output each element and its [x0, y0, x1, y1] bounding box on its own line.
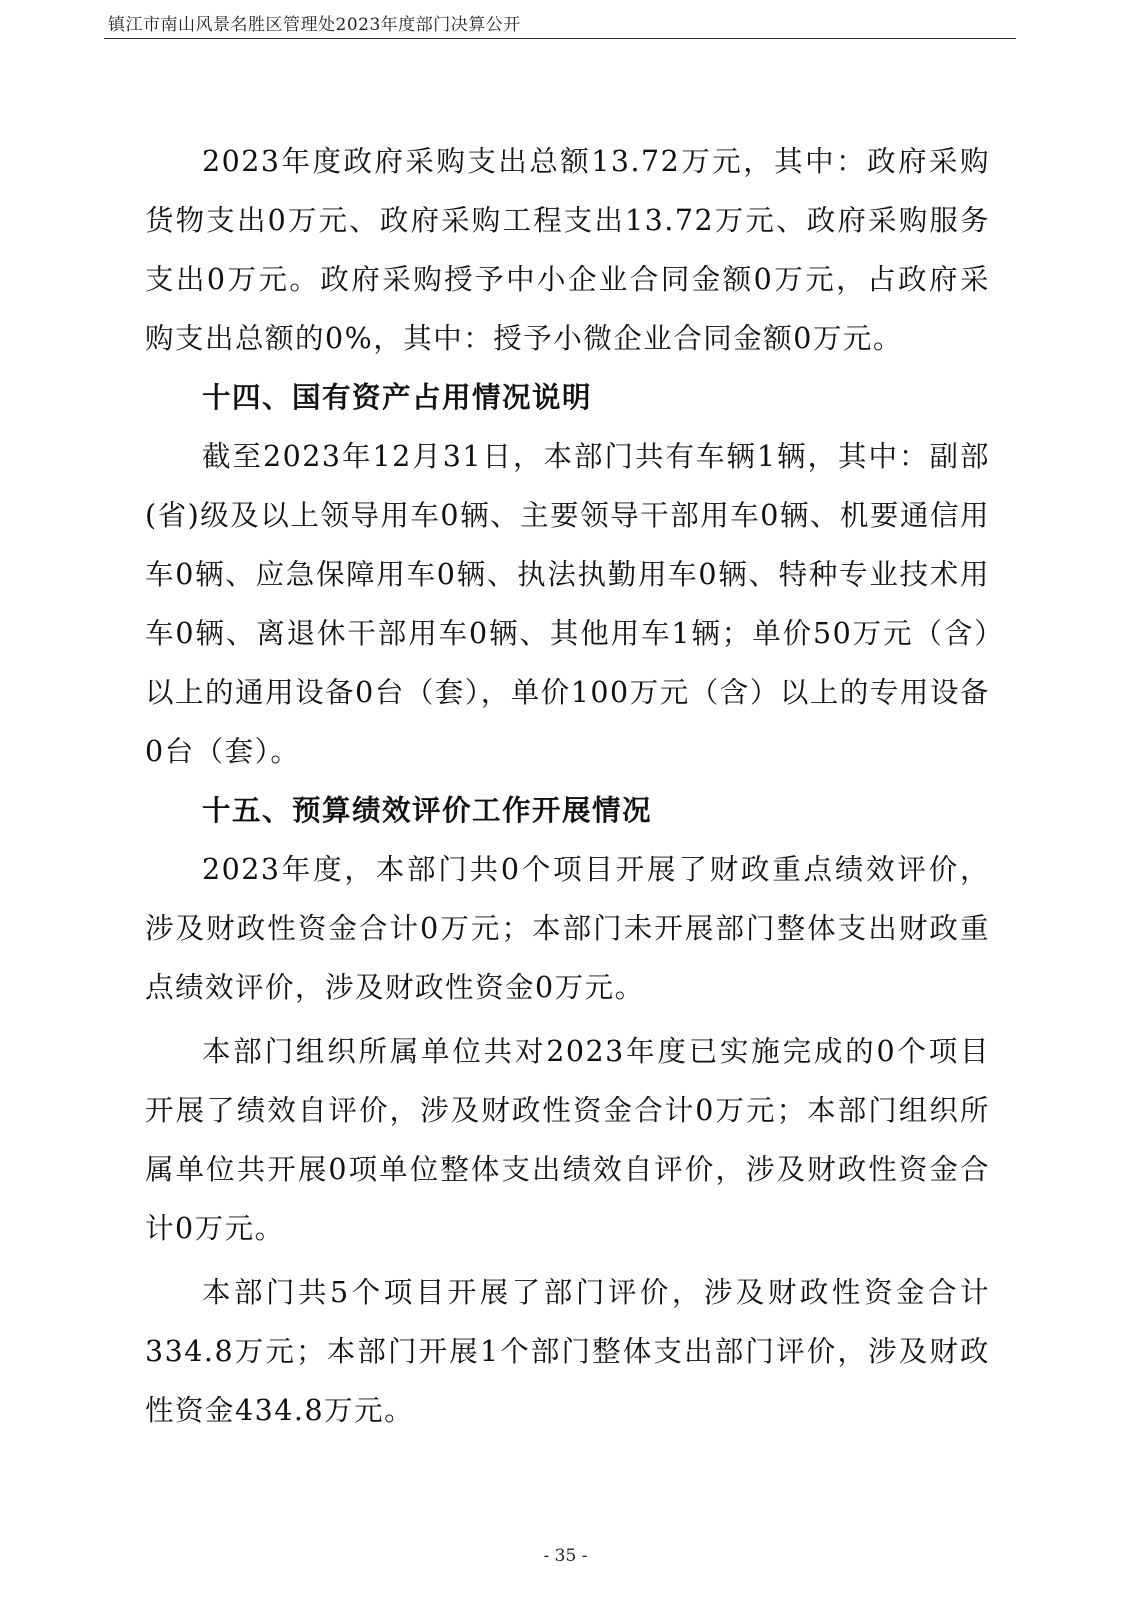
header-rule	[104, 38, 1016, 39]
document-body	[145, 132, 990, 1440]
running-header: 镇江市南山风景名胜区管理处2023年度部门决算公开	[108, 15, 521, 35]
section-heading-performance-evaluation: 十五、预算绩效评价工作开展情况	[202, 794, 653, 827]
paragraph-vehicles-assets: 截至2023年12月31日，本部门共有车辆1辆，其中：副部(省)级及以上领导用车0辆、主要领导干部用车0辆、机要通信用车0辆、应急保障用车0辆、执法执勤用车0辆、特种专业技术用车0辆、离退休干部用车0辆、其他用车1辆；单价50万元（含）以上的通用设备0台（套），单价100万元（含）以上的专用设备0台（套）。	[145, 440, 990, 768]
paragraph-key-evaluation: 2023年度，本部门共0个项目开展了财政重点绩效评价，涉及财政性资金合计0万元；本部门未开展部门整体支出财政重点绩效评价，涉及财政性资金0万元。	[145, 853, 990, 1004]
paragraph-department-evaluation: 本部门共5个项目开展了部门评价，涉及财政性资金合计334.8万元；本部门开展1个部门整体支出部门评价，涉及财政性资金434.8万元。	[145, 1276, 990, 1427]
paragraph-procurement: 2023年度政府采购支出总额13.72万元，其中：政府采购货物支出0万元、政府采购工程支出13.72万元、政府采购服务支出0万元。政府采购授予中小企业合同金额0万元，占政府采购支出总额的0%，其中：授予小微企业合同金额0万元。	[145, 145, 990, 355]
section-heading-state-assets: 十四、国有资产占用情况说明	[202, 381, 593, 414]
paragraph-self-evaluation: 本部门组织所属单位共对2023年度已实施完成的0个项目开展了绩效自评价，涉及财政性资金合计0万元；本部门组织所属单位共开展0项单位整体支出绩效自评价，涉及财政性资金合计0万元。	[145, 1035, 990, 1245]
page-number: - 35 -	[543, 1546, 588, 1566]
